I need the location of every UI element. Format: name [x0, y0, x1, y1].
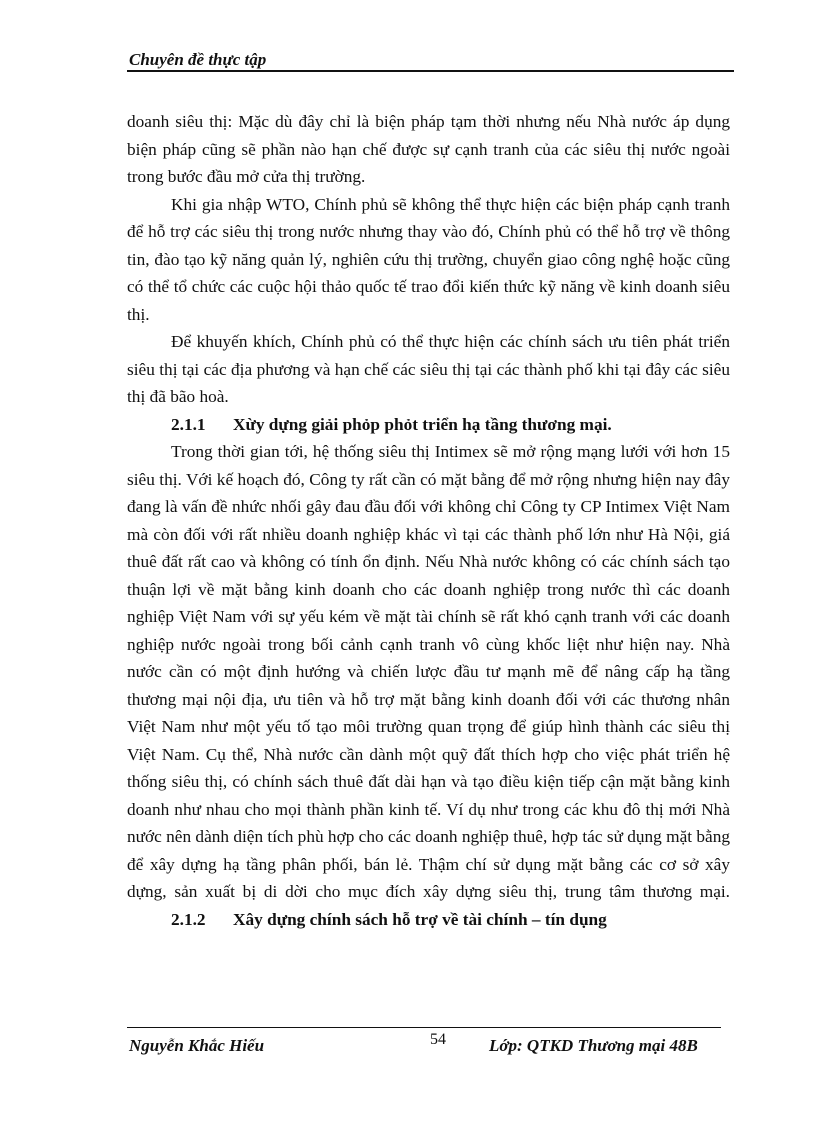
page-number: 54: [430, 1031, 446, 1048]
paragraph-2: Khi gia nhập WTO, Chính phủ sẽ không thể thực hiện các biện pháp cạnh tranh để hỗ trợ các siêu thị trong nước nhưng thay vào đó, Chính phủ có thể hỗ trợ về thông tin, đào tạo kỹ năng quản lý, nghiên cứu thị trường, chuyển giao công nghệ hoặc cũng có thể tổ chức các cuộc hội thảo quốc tế trao đổi kiến thức kỹ năng về kinh doanh siêu thị.: [127, 194, 730, 324]
paragraph-3: Để khuyến khích, Chính phủ có thể thực hiện các chính sách ưu tiên phát triển siêu thị tại các địa phương và hạn chế các siêu thị tại các thành phố khi tại đây các siêu thị đã bão hoà.: [127, 332, 730, 406]
section-number: 2.1.2: [171, 909, 206, 929]
document-body: [127, 108, 730, 933]
footer-author: Nguyễn Khắc Hiếu: [129, 1036, 265, 1055]
header-divider: [127, 70, 734, 72]
section-heading-2-1-1: [127, 411, 730, 439]
paragraph-1: doanh siêu thị: Mặc dù đây chỉ là biện pháp tạm thời nhưng nếu Nhà nước áp dụng biện pháp cũng sẽ phần nào hạn chế được sự cạnh tranh của các siêu thị nước ngoài trong bước đầu mở cửa thị trường.: [127, 112, 730, 186]
section-title: Xây dựng chính sách hỗ trợ về tài chính – tín dụng: [233, 909, 607, 929]
section-number: 2.1.1: [171, 414, 206, 434]
footer-divider: [127, 1027, 721, 1028]
paragraph-4: Trong thời gian tới, hệ thống siêu thị Intimex sẽ mở rộng mạng lưới với hơn 15 siêu thị. Với kế hoạch đó, Công ty rất cần có mặt bằng để mở rộng nhưng hiện nay đây đang là vấn đề nhức nhối gây đau đầu đối với không chỉ Công ty CP Intimex Việt Nam mà còn đối với rất nhiều doanh nghiệp khác vì tại các thành phố lớn như Hà Nội, giá thuê đất rất cao và không có tính ổn định. Nếu Nhà nước không có các chính sách tạo thuận lợi về mặt bằng kinh doanh cho các doanh nghiệp trong nước thì các doanh nghiệp Việt Nam với sự yếu kém về mặt tài chính sẽ rất khó cạnh tranh với các doanh nghiệp nước ngoài trong bối cảnh cạnh tranh vô cùng khốc liệt như hiện nay. Nhà nước cần có một định hướng và chiến lược đầu tư mạnh mẽ để nâng cấp hạ tầng thương mại nội địa, ưu tiên và hỗ trợ mặt bằng kinh doanh đối với các thương nhân Việt Nam như một yếu tố tạo môi trường quan trọng để giúp hình thành các siêu thị Việt Nam. Cụ thể, Nhà nước cần dành một quỹ đất thích hợp cho việc phát triển hệ thống siêu thị, có chính sách thuê đất dài hạn và tạo điều kiện tiếp cận mặt bằng kinh doanh như nhau cho mọi thành phần kinh tế. Ví dụ như trong các khu đô thị mới Nhà nước nên dành diện tích phù hợp cho các doanh nghiệp thuê, hợp tác sử dụng mặt bằng để xây dựng hạ tầng phân phối, bán lẻ. Thậm chí sử dụng mặt bằng các cơ sở xây dựng, sản xuất bị di dời cho mục đích xây dựng siêu thị, trung tâm thương mại.: [127, 442, 730, 901]
section-title: Xừy dựng giải phỏp phỏt triển hạ tầng thương mại.: [233, 414, 612, 434]
footer-class-label: Lớp: QTKD Thương mại 48B: [489, 1036, 698, 1055]
page-header-title: Chuyên đề thực tập: [129, 50, 267, 69]
section-heading-2-1-2: [127, 906, 730, 934]
